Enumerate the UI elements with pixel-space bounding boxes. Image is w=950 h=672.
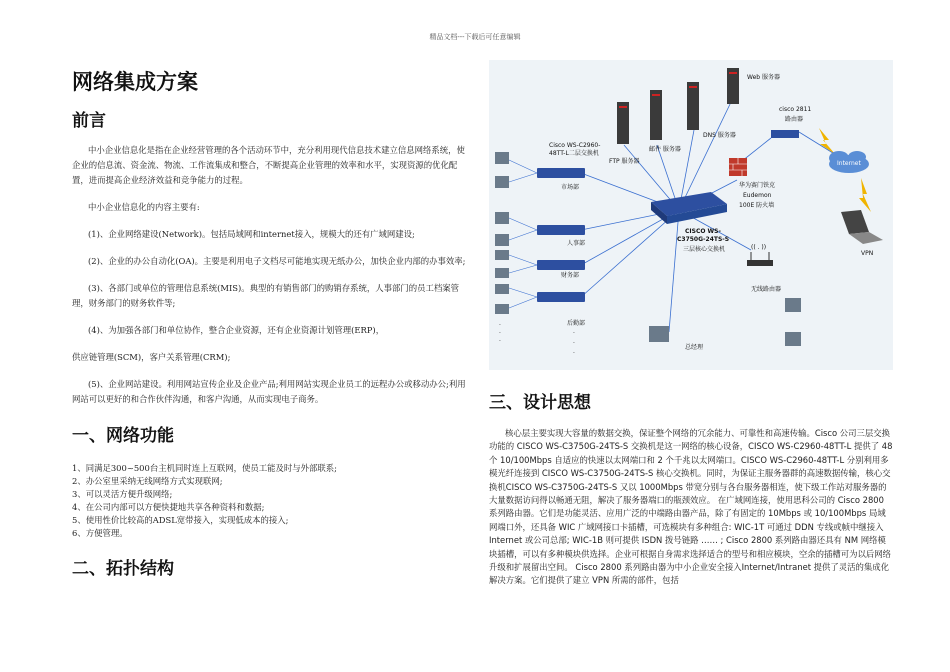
left-column — [72, 60, 467, 579]
dns-server-label: DNS 服务器 — [703, 132, 736, 139]
preface-paragraph-1: 中小企业信息化是指在企业经营管理的各个活动环节中，充分利用现代信息技术建立信息网络系统，使企业的信息流、资金流、物流、工作流集成和整合，不断提高企业管理的效率和水平，实现资源的优化配置，进而提高企业经济效益和竞争能力的过程。 — [72, 145, 465, 185]
page-header: 精品文档---下载后可任意编辑 — [429, 33, 521, 41]
preface-heading: 前言 — [72, 111, 106, 131]
vpn-label: VPN — [861, 250, 874, 257]
mail-server-label: 邮件 服务器 — [649, 146, 681, 153]
firewall-label-1: 华为赛门铁克 — [739, 182, 776, 189]
section-2-heading: 二、拓扑结构 — [72, 559, 174, 579]
content-item-2: (2)、企业的办公自动化(OA)。主要是利用电子文档尽可能地实现无纸办公，加快企业内部的办事效率; — [88, 256, 466, 266]
function-item: 2、办公室里采纳无线网络方式实现联网; — [72, 476, 223, 486]
function-item: 4、在公司内部可以方便快捷地共享各种资料和数据; — [72, 502, 265, 512]
function-item: 5、使用性价比较高的ADSL宽带接入，实现低成本的接入; — [72, 515, 289, 525]
design-paragraph: 核心层主要实现大容量的数据交换，保证整个网络的冗余能力、可靠性和高速传输。Cisco 公司三层交换功能的 CISCO WS-C3750G-24TS-S 交换机是这一网络的核心设备，CISCO WS-C2960-48TT-L 提供了 48 个 10/100Mbps 自适应的快速以太网端口和 2 个千兆以太网端口。CISCO WS-C2960-48TT-L 分别利用多模光纤连接到 CISCO WS-C3750G-24TS-S 核心交换机。同时，为保证主服务器群的高速数据传输，核心交换机CISCO WS-C3750G-24TS-S 又以 1000Mbps 带宽分别与各台服务器相连，使下级工作站对服务器的大量数据访问得以畅通无阻，解决了服务器端口的瓶颈效应。 在广域网连接，使用思科公司的 Cisco 2800 系列路由器。它们是功能灵活、应用广泛的中端路由器产品，除了有固定的 10Mbps 或 10/100Mbps 局域网端口外，还具备 WIC 广域网接口卡插槽，可选模块有多种组合: WIC-1T 可通过 DDN 专线或帧中继接入 Internet 或公司总部; WIC-1B 则可提供 ISDN 拨号链路 …… ; Cisco 2800 系列路由器还具有 NM 网络模块插槽，可以有多种模块供选择。企业可根据自身需求选择适合的型号和相应模块，空余的插槽可为以后网络升级和扩展留出空间。 Cisco 2800 系列路由器为中小企业安全接入Internet/Intranet 提供了灵活的集成化解决方案。它们提供了建立 VPN 所需的部件，包括 — [489, 428, 893, 586]
firewall-label-3: 100E 防火墙 — [739, 202, 775, 209]
ellipsis-dot: · — [499, 322, 501, 329]
ellipsis-dot: · — [499, 330, 501, 337]
network-topology-diagram — [489, 60, 893, 370]
ellipsis-dot: · — [573, 340, 575, 347]
right-column — [489, 60, 893, 588]
internet-label: Internet — [837, 160, 861, 167]
content-item-4-cont: 供应链管理(SCM)，客户关系管理(CRM); — [72, 352, 231, 362]
cisco-2811-label: cisco 2811 — [779, 106, 812, 113]
dept-market-label: 市场部 — [561, 184, 580, 191]
web-server-label: Web 服务器 — [747, 74, 780, 81]
section-3-heading: 三、设计思想 — [489, 393, 591, 413]
core-switch-label-1: CISCO WS- — [685, 228, 721, 235]
core-switch-label-2: C3750G-24TS-S — [677, 236, 730, 243]
content-item-1: (1)、企业网络建设(Network)。包括局域网和internet接入，规模大的还有广域网建设; — [88, 229, 415, 239]
dept-hr-label: 人事部 — [567, 240, 586, 247]
preface-paragraph-2: 中小企业信息化的内容主要有: — [88, 202, 200, 212]
firewall-label-2: Eudemon — [743, 192, 772, 199]
core-switch-label-3: 三层核心交换机 — [683, 246, 726, 253]
document-title: 网络集成方案 — [72, 70, 198, 94]
dept-finance-label: 财务部 — [561, 272, 580, 279]
content-item-3: (3)、各部门或单位的管理信息系统(MIS)。典型的有销售部门的购销存系统，人事部门的员工档案管理，财务部门的财务软件等; — [72, 283, 460, 308]
content-item-4: (4)、为加强各部门和单位协作，整合企业资源，还有企业资源计划管理(ERP)， — [88, 325, 385, 335]
ellipsis-dot: · — [573, 330, 575, 337]
section-1-heading: 一、网络功能 — [72, 426, 174, 446]
wifi-signal: (( . )) — [751, 244, 767, 251]
router-label: 路由器 — [785, 116, 804, 123]
function-item: 3、可以灵活方便升级网络; — [72, 489, 173, 499]
wireless-router-label: 无线路由器 — [751, 286, 782, 293]
function-item: 6、方便管理。 — [72, 528, 128, 538]
ellipsis-dot: · — [573, 350, 575, 357]
gm-label: 总经理 — [685, 344, 704, 351]
ftp-server-label: FTP 服务器 — [609, 158, 640, 165]
topology-lines — [489, 60, 893, 370]
function-list — [72, 462, 467, 540]
ellipsis-dot: · — [499, 338, 501, 345]
access-switch-label-2: 48TT-L二层交换机 — [549, 150, 599, 157]
dept-logistics-label: 后勤部 — [567, 320, 586, 327]
access-switch-label-1: Cisco WS-C2960- — [549, 142, 601, 149]
function-item: 1、同满足300~500台主机同时连上互联网，使员工能及时与外部联系; — [72, 463, 337, 473]
content-item-5: (5)、企业网站建设。利用网站宣传企业及企业产品;利用网站实现企业员工的远程办公或移动办公;利用网站可以更好的和合作伙伴沟通，和客户沟通，从而实现电子商务。 — [72, 379, 466, 404]
